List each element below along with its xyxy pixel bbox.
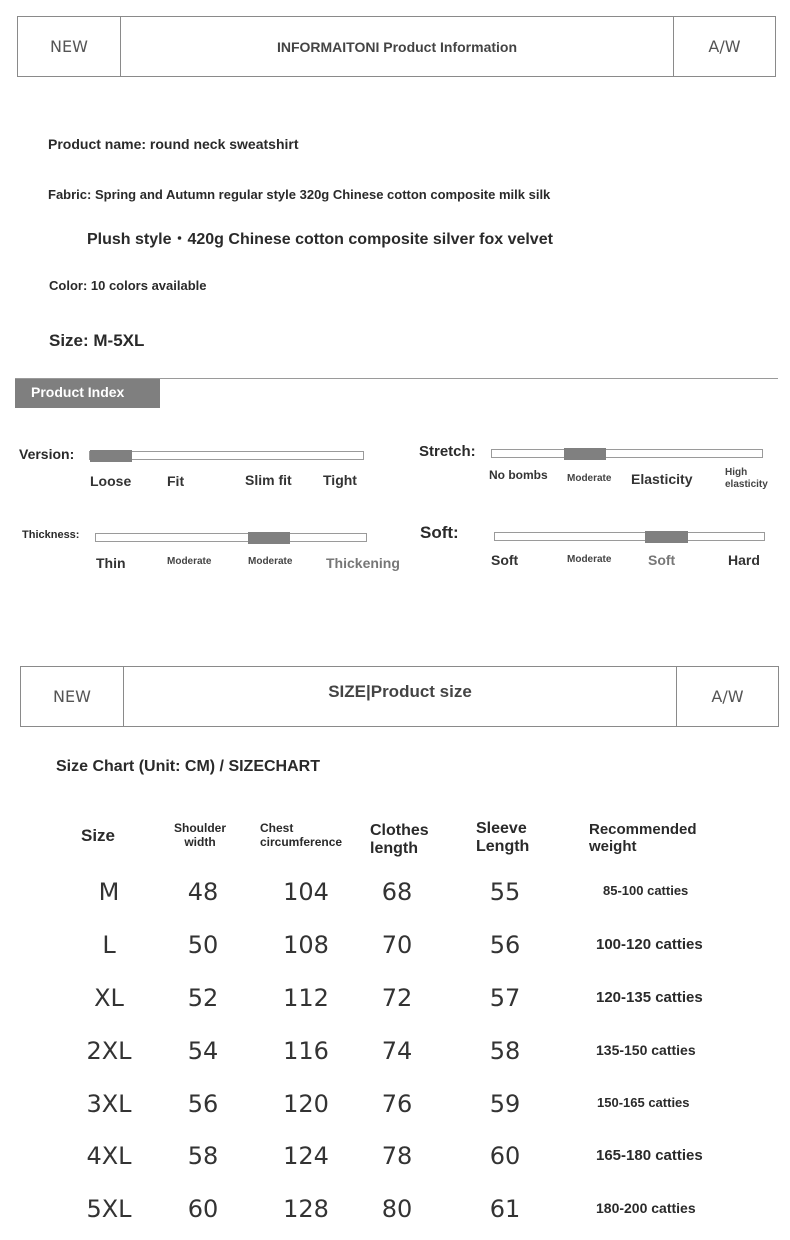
- stretch-tick: [489, 467, 548, 483]
- soft-tick: Soft: [648, 552, 676, 568]
- column-header-text: Length: [476, 838, 530, 856]
- column-header-text: Chest: [260, 821, 294, 835]
- sleeve-cell: 61: [489, 1195, 521, 1223]
- size-chart-title: Size Chart (Unit: CM) / SIZECHART: [56, 758, 320, 775]
- soft-tick: Soft: [491, 552, 519, 568]
- size-cell: 2XL: [86, 1037, 132, 1065]
- shoulder-cell: 52: [187, 984, 219, 1012]
- product-fabric: Fabric: Spring and Autumn regular style 320g Chinese cotton composite milk silk: [48, 187, 551, 202]
- chest-cell: 104: [283, 878, 329, 906]
- header-new-label: NEW: [50, 37, 88, 56]
- weight-cell: 85-100 catties: [603, 883, 689, 898]
- stretch-tick: Elasticity: [631, 471, 693, 487]
- thickness-tick: Moderate: [248, 556, 293, 567]
- column-header-text: length: [370, 840, 418, 858]
- size-row: [0, 1195, 790, 1235]
- size-row: [0, 931, 790, 971]
- column-header-size: Size: [81, 826, 116, 845]
- size-cell: L: [102, 931, 116, 959]
- sleeve-cell: 55: [489, 878, 521, 906]
- header-new-label: NEW: [53, 687, 91, 706]
- chest-cell: 128: [283, 1195, 329, 1223]
- size-row: [0, 878, 790, 918]
- size-row: [0, 984, 790, 1024]
- stretch-tick-text: No bombs: [489, 468, 548, 482]
- size-row: [0, 1090, 790, 1130]
- info-header: [17, 16, 776, 77]
- thickness-tick: Thin: [96, 555, 126, 571]
- length-cell: 78: [381, 1142, 413, 1170]
- column-header-text: Sleeve: [476, 820, 527, 837]
- version-tick: Slim fit: [245, 472, 292, 488]
- size-cell: 5XL: [86, 1195, 132, 1223]
- chest-cell: 120: [283, 1090, 329, 1118]
- thickness-indicator: [248, 532, 290, 544]
- weight-cell: 100-120 catties: [596, 936, 703, 953]
- version-tick: Fit: [167, 473, 185, 489]
- stretch-label: Stretch:: [419, 443, 476, 460]
- product-size: Size: M-5XL: [49, 331, 145, 350]
- column-header-shoulder: [160, 822, 240, 850]
- length-cell: 68: [381, 878, 413, 906]
- soft-tick: Hard: [728, 552, 760, 568]
- stretch-scale: [491, 449, 763, 458]
- column-header-text: Clothes: [370, 822, 429, 839]
- chest-cell: 108: [283, 931, 329, 959]
- length-cell: 76: [381, 1090, 413, 1118]
- weight-cell: 135-150 catties: [596, 1042, 696, 1058]
- thickness-scale: [95, 533, 367, 542]
- sleeve-cell: 56: [489, 931, 521, 959]
- weight-cell: 120-135 catties: [596, 989, 703, 1006]
- product-name: Product name: round neck sweatshirt: [48, 136, 299, 152]
- version-indicator: [90, 450, 132, 462]
- column-header-text: weight: [589, 838, 637, 856]
- product-index-tab: Product Index: [15, 379, 160, 408]
- version-scale: [89, 451, 364, 460]
- version-tick: Tight: [323, 472, 357, 488]
- shoulder-cell: 56: [187, 1090, 219, 1118]
- column-header-sleeve-length: [476, 820, 529, 857]
- soft-scale: [494, 532, 765, 541]
- sleeve-cell: 60: [489, 1142, 521, 1170]
- product-plush: Plush style・420g Chinese cotton composite silver fox velvet: [87, 231, 553, 248]
- size-row: [0, 1142, 790, 1182]
- chest-cell: 112: [283, 984, 329, 1012]
- soft-label: Soft:: [420, 523, 459, 542]
- stretch-tick-text: High elasticity: [725, 467, 768, 490]
- length-cell: 74: [381, 1037, 413, 1065]
- thickness-label: Thickness:: [22, 529, 80, 541]
- stretch-tick: Moderate: [567, 473, 612, 484]
- weight-cell: 165-180 catties: [596, 1147, 703, 1164]
- thickness-tick: Moderate: [167, 556, 212, 567]
- size-header: [20, 666, 779, 727]
- shoulder-cell: 60: [187, 1195, 219, 1223]
- stretch-indicator: [564, 448, 606, 460]
- shoulder-cell: 58: [187, 1142, 219, 1170]
- product-color: Color: 10 colors available: [49, 278, 207, 293]
- version-tick: Loose: [90, 473, 132, 489]
- size-cell: XL: [94, 984, 124, 1012]
- length-cell: 80: [381, 1195, 413, 1223]
- size-cell: 3XL: [86, 1090, 132, 1118]
- size-cell: 4XL: [86, 1142, 132, 1170]
- column-header-text: Recommended: [589, 821, 697, 838]
- stretch-tick: [725, 467, 777, 491]
- column-header-text: Shoulder: [173, 821, 226, 835]
- column-header-weight: [589, 821, 697, 856]
- header-title: INFORMAITONI Product Information: [120, 17, 674, 76]
- chest-cell: 124: [283, 1142, 329, 1170]
- sleeve-cell: 59: [489, 1090, 521, 1118]
- version-label: Version:: [19, 446, 75, 462]
- weight-cell: 150-165 catties: [597, 1095, 690, 1110]
- column-header-clothes-length: [370, 822, 429, 859]
- header-season-label: A/W: [711, 687, 744, 706]
- size-cell: M: [98, 878, 120, 906]
- weight-cell: 180-200 catties: [596, 1200, 696, 1216]
- column-header-text: circumference: [260, 834, 343, 849]
- sleeve-cell: 58: [489, 1037, 521, 1065]
- length-cell: 72: [381, 984, 413, 1012]
- shoulder-cell: 48: [187, 878, 219, 906]
- sleeve-cell: 57: [489, 984, 521, 1012]
- column-header-text: width: [184, 834, 216, 849]
- chest-cell: 116: [283, 1037, 329, 1065]
- size-row: [0, 1037, 790, 1077]
- shoulder-cell: 54: [187, 1037, 219, 1065]
- shoulder-cell: 50: [187, 931, 219, 959]
- soft-tick: Moderate: [567, 554, 612, 565]
- length-cell: 70: [381, 931, 413, 959]
- header-season-label: A/W: [708, 37, 741, 56]
- header-title: SIZE|Product size: [123, 667, 677, 726]
- thickness-tick: Thickening: [326, 555, 400, 571]
- column-header-chest: [260, 822, 342, 850]
- soft-indicator: [645, 531, 688, 543]
